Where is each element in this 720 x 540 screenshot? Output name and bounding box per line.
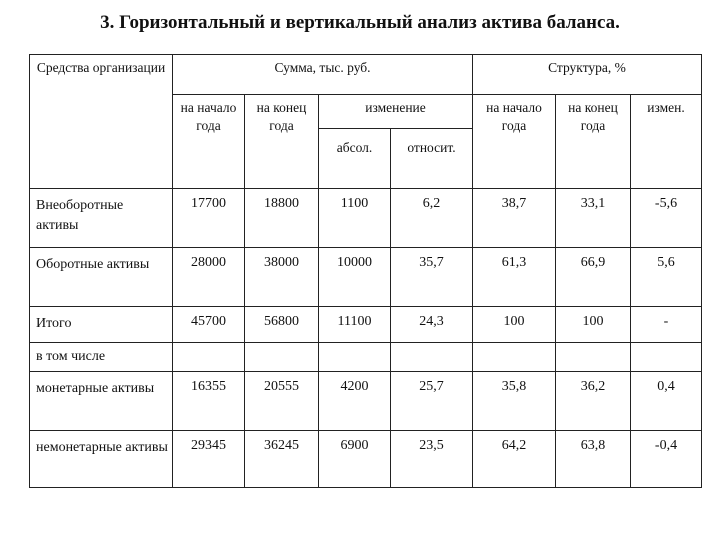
table-cell: 18800 bbox=[245, 189, 319, 248]
header-row-1 bbox=[30, 55, 702, 95]
table-cell: 0,4 bbox=[631, 372, 702, 431]
table-cell: - bbox=[631, 307, 702, 343]
table-cell bbox=[473, 343, 556, 372]
table-cell bbox=[631, 343, 702, 372]
table-cell: 28000 bbox=[173, 248, 245, 307]
table-cell: 36,2 bbox=[556, 372, 631, 431]
table-cell: 17700 bbox=[173, 189, 245, 248]
table-cell: 24,3 bbox=[391, 307, 473, 343]
header-structure-end: на конец года bbox=[556, 95, 631, 189]
row-label: Итого bbox=[30, 307, 173, 343]
table-cell: 6900 bbox=[319, 431, 391, 488]
page-title: 3. Горизонтальный и вертикальный анализ актива баланса. bbox=[100, 12, 620, 33]
header-structure-change: измен. bbox=[631, 95, 702, 189]
header-organization-assets: Средства организации bbox=[30, 55, 173, 189]
balance-analysis-table bbox=[29, 54, 702, 488]
table-row-total bbox=[30, 307, 702, 343]
table-cell: -5,6 bbox=[631, 189, 702, 248]
table-row bbox=[30, 372, 702, 431]
table-cell: 63,8 bbox=[556, 431, 631, 488]
table-cell: 1100 bbox=[319, 189, 391, 248]
table-cell: 38,7 bbox=[473, 189, 556, 248]
table-cell: 45700 bbox=[173, 307, 245, 343]
table-cell: -0,4 bbox=[631, 431, 702, 488]
table-cell: 16355 bbox=[173, 372, 245, 431]
table-row bbox=[30, 248, 702, 307]
header-sum-group: Сумма, тыс. руб. bbox=[173, 55, 473, 95]
table-cell bbox=[319, 343, 391, 372]
table-cell: 29345 bbox=[173, 431, 245, 488]
table-cell: 33,1 bbox=[556, 189, 631, 248]
header-sum-start: на начало года bbox=[173, 95, 245, 189]
table-cell: 56800 bbox=[245, 307, 319, 343]
table-cell: 38000 bbox=[245, 248, 319, 307]
table-row bbox=[30, 431, 702, 488]
table-cell: 100 bbox=[473, 307, 556, 343]
row-label: Оборотные активы bbox=[30, 248, 173, 307]
table-cell: 36245 bbox=[245, 431, 319, 488]
table-row bbox=[30, 189, 702, 248]
table-cell: 6,2 bbox=[391, 189, 473, 248]
header-change-relative: относит. bbox=[391, 129, 473, 189]
header-structure-group: Структура, % bbox=[473, 55, 702, 95]
table-cell: 35,7 bbox=[391, 248, 473, 307]
table-cell: 5,6 bbox=[631, 248, 702, 307]
table-cell: 20555 bbox=[245, 372, 319, 431]
header-change-absolute: абсол. bbox=[319, 129, 391, 189]
table-cell: 23,5 bbox=[391, 431, 473, 488]
header-structure-start: на начало года bbox=[473, 95, 556, 189]
row-label: Внеоборотные активы bbox=[30, 189, 173, 248]
table-cell bbox=[245, 343, 319, 372]
header-change: изменение bbox=[319, 95, 473, 129]
table-cell: 10000 bbox=[319, 248, 391, 307]
row-label: в том числе bbox=[30, 343, 173, 372]
table-cell bbox=[556, 343, 631, 372]
table-cell bbox=[173, 343, 245, 372]
table-cell: 4200 bbox=[319, 372, 391, 431]
table-cell bbox=[391, 343, 473, 372]
table-cell: 61,3 bbox=[473, 248, 556, 307]
table-cell: 25,7 bbox=[391, 372, 473, 431]
row-label: немонетарные активы bbox=[30, 431, 173, 488]
table-cell: 11100 bbox=[319, 307, 391, 343]
table-cell: 64,2 bbox=[473, 431, 556, 488]
table-cell: 100 bbox=[556, 307, 631, 343]
table-cell: 66,9 bbox=[556, 248, 631, 307]
table-row-subheading bbox=[30, 343, 702, 372]
header-sum-end: на конец года bbox=[245, 95, 319, 189]
table-cell: 35,8 bbox=[473, 372, 556, 431]
row-label: монетарные активы bbox=[30, 372, 173, 431]
